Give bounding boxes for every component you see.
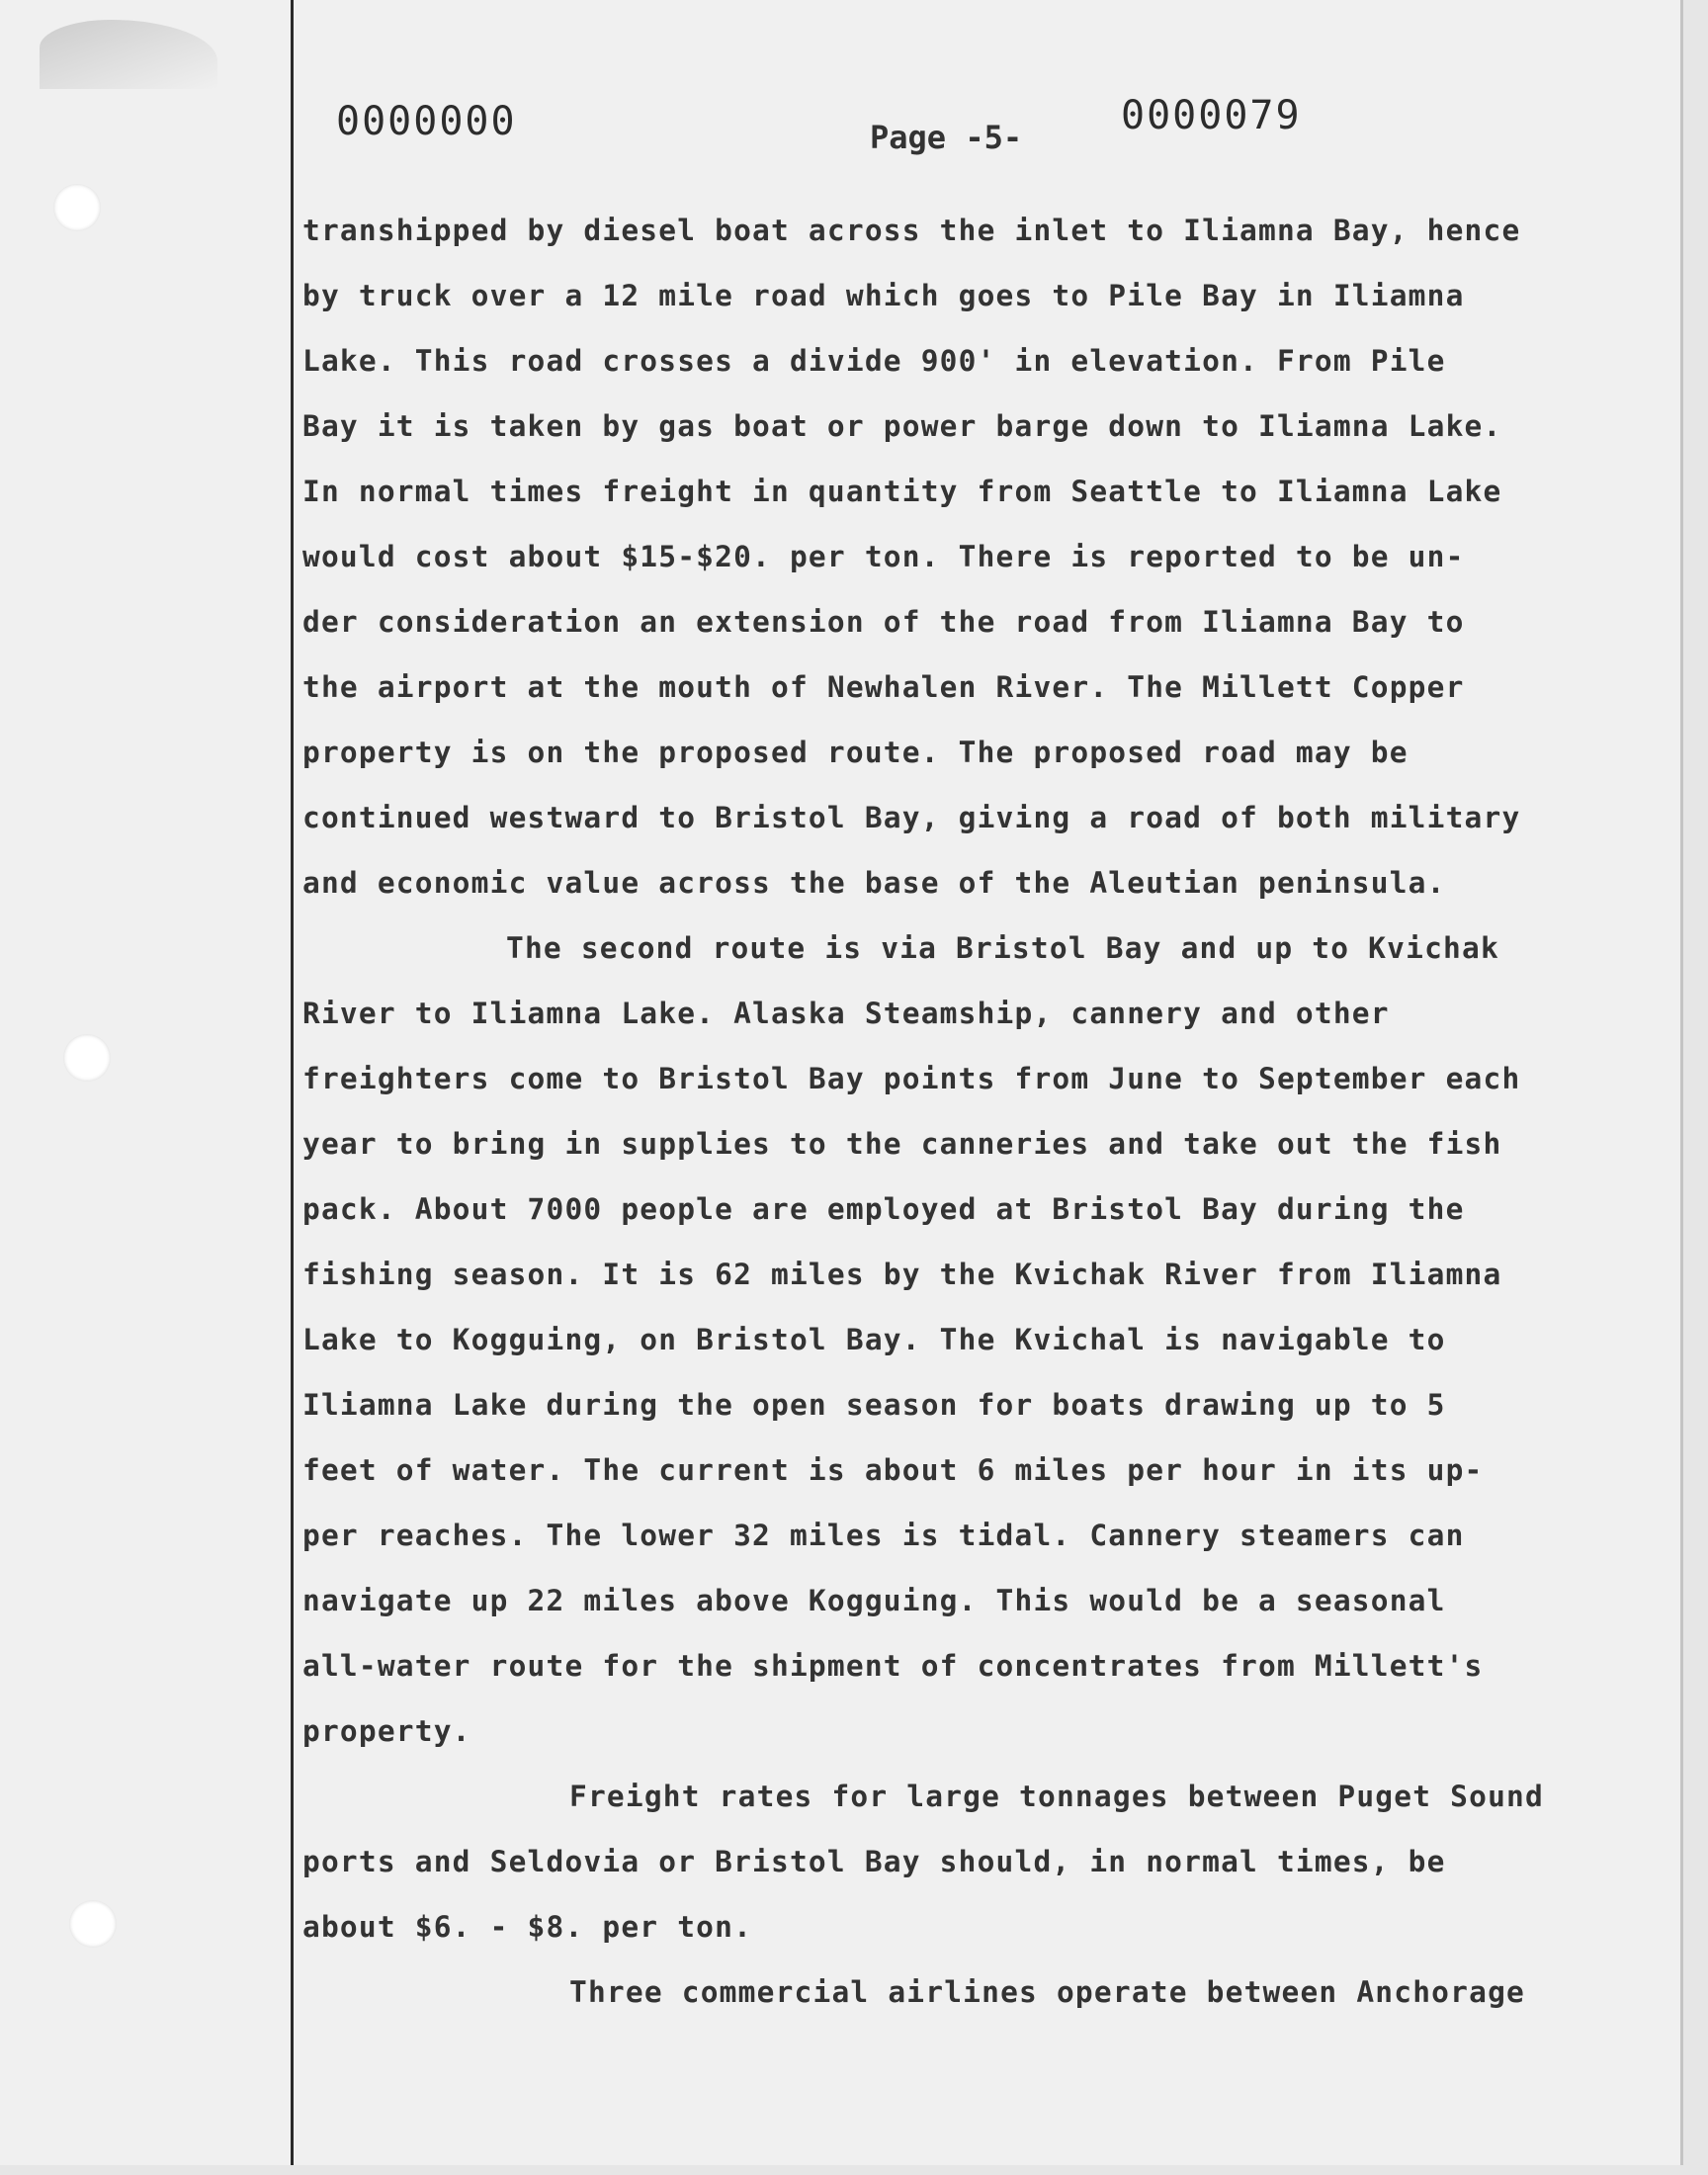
punch-hole-middle [63, 1034, 111, 1082]
text-line: pack. About 7000 people are employed at Bristol Bay during the [302, 1192, 1465, 1226]
document-number-left: 0000000 [336, 99, 517, 144]
paragraph-start-line: The second route is via Bristol Bay and up to Kvichak [506, 931, 1499, 965]
text-line: and economic value across the base of the Aleutian peninsula. [302, 866, 1446, 900]
page-header [336, 93, 1631, 168]
text-line: would cost about $15-$20. per ton. There is reported to be un- [302, 540, 1465, 573]
text-line: feet of water. The current is about 6 miles per hour in its up- [302, 1453, 1484, 1487]
margin-rule [291, 0, 294, 2165]
text-line: the airport at the mouth of Newhalen River. The Millett Copper [302, 670, 1465, 704]
page-fold-shadow [40, 20, 217, 89]
text-line: navigate up 22 miles above Kogguing. This would be a seasonal [302, 1584, 1446, 1617]
text-line: all-water route for the shipment of concentrates from Millett's [302, 1649, 1484, 1683]
document-number-right: 0000079 [1121, 93, 1302, 138]
text-line: transhipped by diesel boat across the inlet to Iliamna Bay, hence [302, 214, 1521, 247]
text-line: continued westward to Bristol Bay, giving a road of both military [302, 801, 1521, 834]
text-line: Lake. This road crosses a divide 900' in elevation. From Pile [302, 344, 1446, 378]
paragraph-start-line: Freight rates for large tonnages between Puget Sound [569, 1780, 1544, 1813]
punch-hole-top [53, 184, 101, 231]
text-line: Iliamna Lake during the open season for boats drawing up to 5 [302, 1388, 1446, 1422]
typed-body-text [302, 198, 1627, 2025]
page-number: Page -5- [870, 119, 1023, 156]
text-line: Bay it is taken by gas boat or power barge down to Iliamna Lake. [302, 409, 1502, 443]
text-line: der consideration an extension of the road from Iliamna Bay to [302, 605, 1465, 639]
text-line: Lake to Kogguing, on Bristol Bay. The Kvichal is navigable to [302, 1323, 1446, 1356]
text-line: year to bring in supplies to the canneries and take out the fish [302, 1127, 1502, 1161]
punch-hole-bottom [69, 1900, 117, 1948]
paragraph-start-line: Three commercial airlines operate between Anchorage [569, 1975, 1525, 2009]
text-line: ports and Seldovia or Bristol Bay should, in normal times, be [302, 1845, 1446, 1878]
text-line: fishing season. It is 62 miles by the Kvichak River from Iliamna [302, 1258, 1502, 1291]
text-line: per reaches. The lower 32 miles is tidal. Cannery steamers can [302, 1519, 1465, 1552]
text-line: property. [302, 1714, 471, 1748]
text-line: freighters come to Bristol Bay points from June to September each [302, 1062, 1521, 1095]
text-line: property is on the proposed route. The proposed road may be [302, 736, 1409, 769]
text-line: In normal times freight in quantity from Seattle to Iliamna Lake [302, 475, 1502, 508]
text-line: about $6. - $8. per ton. [302, 1910, 753, 1944]
text-line: by truck over a 12 mile road which goes to Pile Bay in Iliamna [302, 279, 1465, 312]
text-line: River to Iliamna Lake. Alaska Steamship, cannery and other [302, 997, 1390, 1030]
